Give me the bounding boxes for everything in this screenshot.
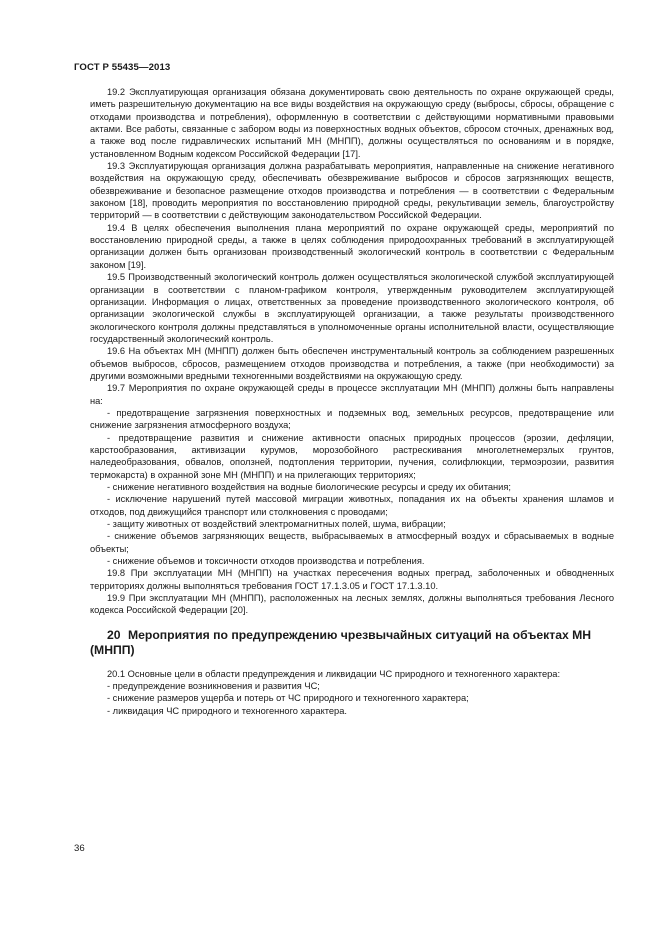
list-item: - снижение размеров ущерба и потерь от ЧС природного и техногенного характера; (107, 693, 469, 704)
list-item: - снижение негативного воздействия на водные биологические ресурсы и среду их обитания; (107, 482, 511, 492)
paragraph-19-9: 19.9 При эксплуатации МН (МНПП), расположенных на лесных землях, должны выполняться требования Лесного кодекса Российской Федерации [20]. (90, 593, 614, 616)
paragraph-19-7: 19.7 Мероприятия по охране окружающей среды в процессе эксплуатации МН (МНПП) должны быть направлены на: (90, 383, 614, 406)
document-header: ГОСТ Р 55435—2013 (74, 62, 171, 73)
paragraph-19-2: 19.2 Эксплуатирующая организация обязана документировать свою деятельность по охране окружающей среды, иметь разрешительную документацию на все виды воздействия на окружающую среду (выбросы, сбросы, обращение с отходами производства и потребления), оформленную в соответствии с действующими нормативными правовыми актами. Все работы, связанные с забором воды из поверхностных водных объектов, сбросом сточных, дренажных вод, а также вод после гидравлических испытаний МН (МНПП), должны осуществляться по основаниям и в порядке, установленном Водным кодексом Российской Федерации [17]. (90, 87, 614, 159)
list-item: - предотвращение загрязнения поверхностных и подземных вод, земельных ресурсов, предотвращение или снижение загрязнения атмосферного воздуха; (90, 407, 614, 431)
paragraph-20-1: 20.1 Основные цели в области предупреждения и ликвидации ЧС природного и техногенного характера: (107, 668, 561, 679)
section-heading (90, 628, 614, 658)
paragraph-19-8: 19.8 При эксплуатации МН (МНПП) на участках пересечения водных преград, заболоченных и обводненных территориях должны выполняться требования ГОСТ 17.1.3.05 и ГОСТ 17.1.3.10. (90, 568, 614, 591)
list-item: - предотвращение развития и снижение активности опасных природных процессов (эрозии, дефляции, карстообразования, активизации курумов, морозобойного растрескивания многолетнемерзлых грунтов, наледеобразования, обвалов, оползней, подтопления территории, пучения, солифлюкции, термоэрозии, развития термокарста) в охранной зоне МН (МНПП) и на прилегающих территориях; (90, 432, 614, 480)
paragraph-19-6: 19.6 На объектах МН (МНПП) должен быть обеспечен инструментальный контроль за соблюдением разрешенных объемов выбросов, сбросов, размещением отходов производства и потребления, а также (при необходимости) за другими возможными вредными техногенными воздействиями на окружающую среду. (90, 346, 614, 381)
list-item: - предупреждение возникновения и развития ЧС; (107, 681, 320, 692)
paragraph-19-3: 19.3 Эксплуатирующая организация должна разрабатывать мероприятия, направленные на снижение негативного воздействия на окружающую среду, обеспечивать обезвреживание выбросов и сбросов загрязняющих веществ, обезвреживание и безопасное размещение отходов производства и потребления — в соответствии с Федеральным законом [18], проводить мероприятия по восстановлению природной среды, рекультивации земель, благоустройству территорий — в соответствии с действующим законодательством Российской Федерации. (90, 161, 614, 221)
paragraph-19-4: 19.4 В целях обеспечения выполнения плана мероприятий по охране окружающей среды, мероприятий по восстановлению природной среды, а также в целях соблюдения природоохранных требований в эксплуатирующей организации должен быть организован производственный экологический контроль в соответствии с Федеральным законом [19]. (90, 222, 614, 270)
section-title-text: Мероприятия по предупреждению чрезвычайных ситуаций на объектах МН (МНПП) (90, 627, 592, 657)
page-number: 36 (74, 843, 85, 854)
page-body (90, 86, 614, 717)
paragraph-19-5: 19.5 Производственный экологический контроль должен осуществляться экологической службой эксплуатирующей организации в соответствии с планом-графиком контроля, утвержденным руководителем эксплуатирующей организации. Информация о лицах, ответственных за проведение производственного экологического контроля, об организации экологической службы в эксплуатирующей организации, а также результаты производственного экологического контроля должны представляться в уполномоченные органы исполнительной власти, осуществляющие государственный экологический контроль. (90, 272, 614, 344)
list-item: - защиту животных от воздействий электромагнитных полей, шума, вибрации; (107, 519, 446, 530)
list-item: - ликвидация ЧС природного и техногенного характера. (107, 705, 347, 716)
list-item: - исключение нарушений путей массовой миграции животных, попадания их на объекты хранения шламов и отходов, под движущийся транспорт или столкновения с проводами; (90, 494, 614, 517)
section-number: 20 (107, 627, 121, 642)
list-item: - снижение объемов загрязняющих веществ, выбрасываемых в атмосферный воздух и сбрасываемых в водные объекты; (90, 531, 614, 554)
list-item: - снижение объемов и токсичности отходов производства и потребления. (107, 556, 425, 567)
